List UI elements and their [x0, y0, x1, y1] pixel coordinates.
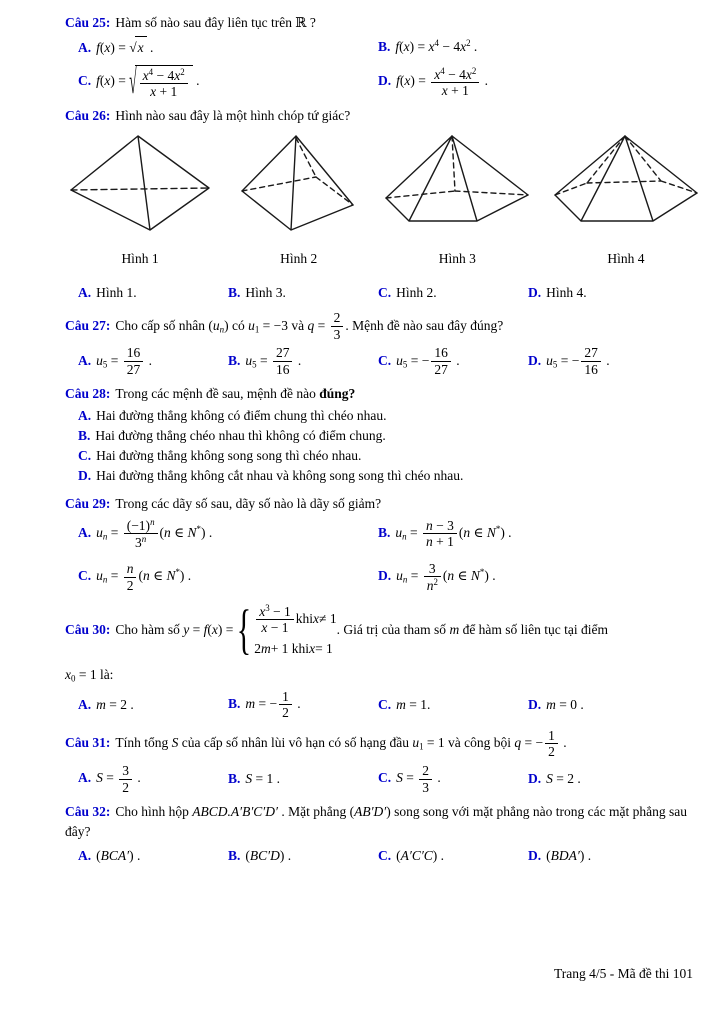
question-30-label: Câu 30:	[65, 621, 111, 637]
option-content: f(x) = √ x .	[96, 40, 153, 55]
option-content: Hình 3.	[245, 285, 286, 301]
question-27-option-d	[528, 345, 705, 377]
option-content: Hình 2.	[396, 285, 437, 301]
question-28-option-a	[78, 406, 705, 426]
figure-label: Hình 3	[438, 250, 476, 266]
question-27-option-a	[78, 345, 228, 377]
option-letter: A.	[78, 770, 92, 786]
figure-label: Hình 2	[280, 250, 318, 266]
option-letter: A.	[78, 39, 92, 55]
question-30-head	[65, 601, 705, 661]
question-26-option-b	[228, 283, 378, 303]
figure-hinh-3	[382, 133, 532, 270]
figure-hinh-1	[65, 133, 215, 270]
question-28-text: Trong các mệnh đề sau, mệnh đề nào đúng?	[115, 386, 356, 402]
option-letter: B.	[228, 847, 241, 863]
option-content: un = $\frac{3}{n^2}$ (n ∈ N*) .	[396, 560, 496, 594]
option-content: un = $\frac{(-1)^n}{3^n}$ (n ∈ N*) .	[96, 516, 213, 551]
option-letter: A.	[78, 285, 92, 301]
option-letter: C.	[378, 770, 392, 786]
question-30-option-c	[378, 695, 528, 715]
figure-label: Hình 1	[121, 250, 159, 266]
question-31-options	[65, 763, 705, 795]
option-letter: D.	[378, 568, 392, 584]
option-content: S = 1 .	[245, 770, 281, 786]
question-27-option-c	[378, 345, 528, 377]
option-content: (BCA′) .	[96, 847, 141, 863]
question-27-label: Câu 27:	[65, 317, 111, 333]
question-29-label: Câu 29:	[65, 495, 111, 511]
option-content: Hình 4.	[546, 285, 587, 301]
option-content: un = $\frac{n - 3}{n + 1}$ (n ∈ N*) .	[395, 517, 512, 550]
question-26-option-d	[528, 283, 705, 303]
option-content: m = 2 .	[96, 696, 134, 712]
question-31-option-d	[528, 769, 705, 789]
option-letter: B.	[228, 352, 241, 368]
question-27-option-b	[228, 345, 378, 377]
option-content: m = − $\frac{1}{2}$ .	[245, 688, 301, 721]
option-letter: B.	[378, 39, 391, 55]
option-content: f(x) = √ $\frac{x^4 - 4x^2}{x + 1}$ .	[96, 61, 200, 101]
option-content: S = $\frac{2}{3}$ .	[396, 762, 441, 795]
question-27-head	[65, 310, 705, 342]
question-26-head	[65, 106, 705, 126]
question-30-option-b	[228, 689, 378, 721]
question-32-option-c	[378, 846, 528, 866]
option-content: u5 = − $\frac{16}{27}$ .	[396, 345, 460, 377]
question-30-text: Cho hàm số y = f(x) = { $\frac{x^3 - 1}{x - 1}$ khi x ≠ 1 2 m + 1 khi x = 1 . Giá trị của tham số m để hàm số liên tục tại điểm	[115, 599, 609, 661]
option-content: u5 = $\frac{27}{16}$ .	[245, 345, 302, 377]
question-32-options	[65, 846, 705, 866]
option-content: m = 0 .	[546, 696, 584, 712]
question-25-options	[65, 36, 705, 99]
hexagonal-pyramid-icon	[551, 133, 701, 233]
option-content: Hai đường thẳng không cắt nhau và không song song thì chéo nhau.	[96, 468, 464, 484]
question-29	[65, 494, 705, 594]
question-26-label: Câu 26:	[65, 108, 111, 124]
triangular-pyramid-icon	[65, 133, 215, 233]
option-letter: A.	[78, 524, 92, 540]
question-25-text: Hàm số nào sau đây liên tục trên ℝ ?	[115, 15, 316, 30]
question-29-option-a	[78, 517, 378, 551]
option-letter: A.	[78, 407, 92, 423]
question-27-options	[65, 345, 705, 377]
option-content: Hai đường thẳng không song song thì chéo nhau.	[96, 448, 362, 464]
option-content: un = $\frac{n}{2}$ (n ∈ N*) .	[96, 561, 192, 593]
question-27	[65, 310, 705, 377]
question-30	[65, 601, 705, 721]
question-31	[65, 728, 705, 795]
option-content: Hai đường thẳng không có điểm chung thì chéo nhau.	[96, 407, 387, 423]
option-content: u5 = $\frac{16}{27}$ .	[96, 345, 152, 377]
question-25-label: Câu 25:	[65, 15, 111, 30]
option-letter: C.	[378, 696, 392, 712]
question-32-head	[65, 802, 705, 843]
question-26-text: Hình nào sau đây là một hình chóp tứ giác?	[115, 108, 351, 124]
question-31-option-a	[78, 763, 228, 795]
option-letter: C.	[78, 568, 92, 584]
option-letter: A.	[78, 352, 92, 368]
question-32-option-a	[78, 846, 228, 866]
page-number-text: Trang 4/5 - Mã đề thi 101	[554, 965, 693, 981]
option-letter: D.	[528, 847, 542, 863]
question-28-option-b	[78, 426, 705, 446]
option-content: u5 = − $\frac{27}{16}$ .	[546, 345, 610, 377]
question-25-option-c	[78, 61, 378, 101]
question-25	[65, 13, 705, 99]
option-content: f(x) = $\frac{x^4 - 4x^2}{x + 1}$ .	[396, 65, 489, 98]
question-29-option-d	[378, 561, 705, 594]
question-32-option-b	[228, 846, 378, 866]
question-29-text: Trong các dãy số sau, dãy số nào là dãy số giảm?	[115, 495, 382, 511]
pentagonal-pyramid-icon	[382, 133, 532, 233]
question-32-option-d	[528, 846, 705, 866]
question-25-option-b	[378, 37, 705, 57]
question-28-label: Câu 28:	[65, 386, 111, 402]
question-26	[65, 106, 705, 303]
option-content: (BC′D) .	[245, 847, 292, 863]
option-letter: D.	[378, 73, 392, 89]
question-30-option-d	[528, 695, 705, 715]
option-letter: C.	[378, 352, 392, 368]
question-30-text-line2: x0 = 1 là:	[65, 666, 114, 684]
option-letter: B.	[228, 696, 241, 712]
question-29-head	[65, 494, 705, 514]
question-31-label: Câu 31:	[65, 735, 111, 751]
option-content: (A′C′C) .	[396, 847, 445, 863]
option-letter: B.	[228, 285, 241, 301]
question-31-text: Tính tổng S của cấp số nhân lùi vô hạn có số hạng đầu u1 = 1 và công bội q = − $\frac{1}{2}$ .	[115, 727, 567, 760]
option-letter: D.	[528, 770, 542, 786]
option-letter: B.	[78, 427, 91, 443]
option-letter: D.	[528, 696, 542, 712]
question-26-option-c	[378, 283, 528, 303]
question-32	[65, 802, 705, 866]
question-28-head	[65, 384, 705, 404]
question-25-option-d	[378, 66, 705, 99]
quadrilateral-pyramid-icon	[234, 133, 364, 233]
question-31-option-b	[228, 769, 378, 789]
question-26-option-a	[78, 283, 228, 303]
option-letter: D.	[78, 468, 92, 484]
option-content: S = 2 .	[546, 770, 581, 786]
question-26-options	[65, 283, 705, 303]
question-31-option-c	[378, 763, 528, 795]
option-content: Hình 1.	[96, 285, 137, 301]
option-content: Hai đường thẳng chéo nhau thì không có điểm chung.	[95, 427, 386, 443]
question-25-option-a	[78, 36, 378, 58]
option-content: m = 1.	[396, 696, 431, 712]
option-letter: C.	[378, 847, 392, 863]
question-28-option-d	[78, 466, 705, 486]
question-27-text: Cho cấp số nhân (un) có u1 = −3 và q = $\frac{2}{3}$ . Mệnh đề nào sau đây đúng?	[115, 310, 504, 342]
question-26-figures	[65, 133, 701, 270]
question-30-options	[65, 689, 705, 721]
question-30-option-a	[78, 695, 228, 715]
option-letter: D.	[528, 352, 542, 368]
question-29-option-c	[78, 561, 378, 593]
option-content: S = $\frac{3}{2}$ .	[96, 762, 141, 795]
question-28	[65, 384, 705, 486]
question-32-label: Câu 32:	[65, 804, 111, 820]
option-letter: B.	[378, 524, 391, 540]
option-letter: A.	[78, 847, 92, 863]
option-letter: A.	[78, 696, 92, 712]
option-content: (BDA′) .	[546, 847, 592, 863]
figure-hinh-4	[551, 133, 701, 270]
question-29-options	[65, 517, 705, 594]
figure-hinh-2	[234, 133, 364, 270]
figure-label: Hình 4	[607, 250, 645, 266]
question-32-text: Cho hình hộp ABCD.A′B′C′D′ . Mặt phẳng (AB′D′) song song với mặt phẳng nào trong các mặt phẳng sau đây?	[65, 804, 687, 840]
option-letter: D.	[528, 285, 542, 301]
page-footer	[65, 964, 705, 984]
question-25-head	[65, 13, 705, 33]
option-content: $f(x) = x^4 - 4x^2$ .	[395, 38, 478, 55]
question-28-options	[65, 406, 705, 487]
question-29-option-b	[378, 518, 705, 550]
question-31-head	[65, 728, 705, 760]
option-letter: B.	[228, 770, 241, 786]
option-letter: C.	[378, 285, 392, 301]
option-letter: C.	[78, 448, 92, 464]
option-letter: C.	[78, 73, 92, 89]
question-28-option-c	[78, 446, 705, 466]
